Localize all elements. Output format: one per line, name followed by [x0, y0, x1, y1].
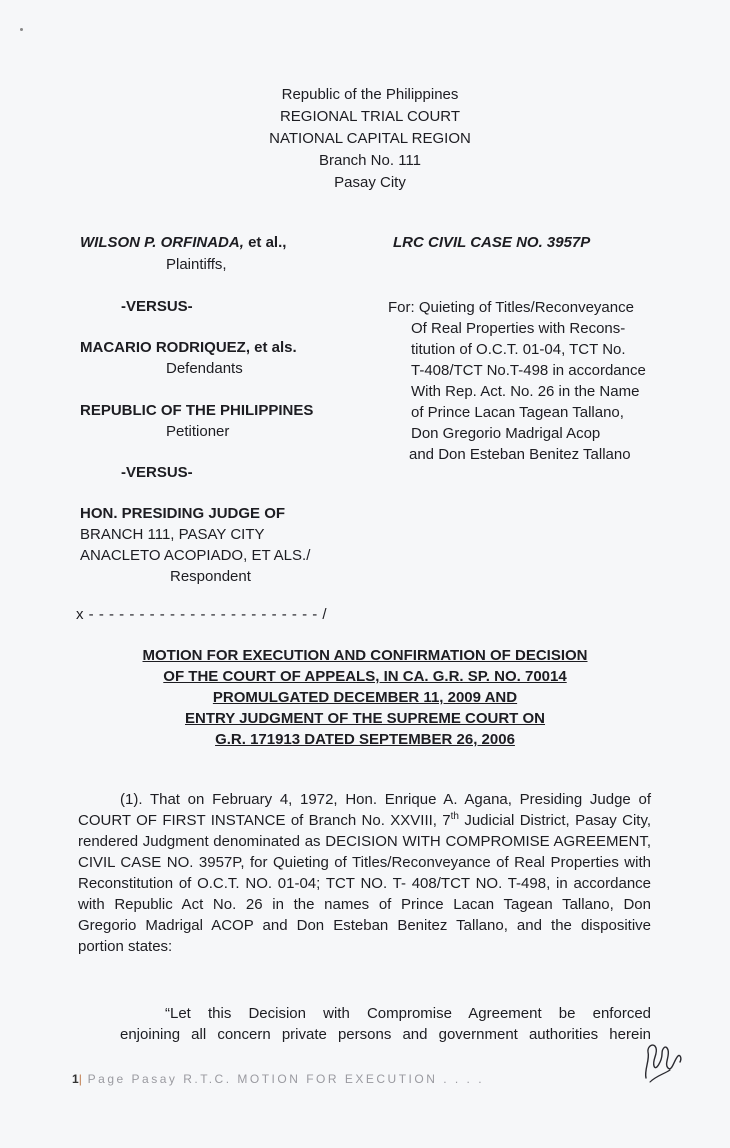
defendant-role: Defendants [166, 360, 243, 377]
motion-title [100, 645, 630, 750]
handwritten-initials [640, 1030, 684, 1086]
case-for-line-4: T-408/TCT No.T-498 in accordance [411, 362, 646, 379]
defendant-name: MACARIO RODRIQUEZ, et als. [80, 339, 297, 356]
respondent-role: Respondent [170, 568, 251, 585]
paragraph-line: portion states: [78, 938, 173, 955]
case-for-line-8: and Don Esteban Benitez Tallano [409, 446, 631, 463]
case-for-line-5: With Rep. Act. No. 26 in the Name [411, 383, 640, 400]
footer-separator: | [78, 1072, 82, 1086]
case-for-line-2: Of Real Properties with Recons- [411, 320, 626, 337]
motion-title-line-2: OF THE COURT OF APPEALS, IN CA. G.R. SP. NO. 70014 [163, 668, 567, 685]
respondent-line-2: BRANCH 111, PASAY CITY [80, 526, 265, 543]
paper-mark [20, 28, 23, 31]
quote-line: “Let this Decision with Compromise Agreement be enforced [165, 1005, 651, 1022]
paragraph-line: Gregorio Madrigal ACOP and Don Esteban Benitez Tallano, and the dispositive [78, 917, 651, 934]
motion-title-line-5: G.R. 171913 DATED SEPTEMBER 26, 2006 [215, 731, 515, 748]
versus-1: -VERSUS- [121, 298, 193, 315]
header-republic: Republic of the Philippines [281, 86, 459, 103]
header-court: REGIONAL TRIAL COURT [279, 108, 461, 125]
motion-title-line-1: MOTION FOR EXECUTION AND CONFIRMATION OF DECISION [142, 647, 588, 664]
page-footer [72, 1072, 484, 1086]
plaintiff-name: WILSON P. ORFINADA, [80, 234, 244, 251]
respondent-line-1: HON. PRESIDING JUDGE OF [80, 505, 286, 522]
paragraph-line: rendered Judgment denominated as DECISION WITH COMPROMISE AGREEMENT, [78, 833, 651, 850]
paragraph-line: CIVIL CASE NO. 3957P, for Quieting of Titles/Reconveyance of Real Properties with [78, 854, 651, 871]
quote-line: enjoining all concern private persons and government authorities herein [120, 1026, 651, 1043]
court-header [220, 84, 520, 194]
caption-separator: x - - - - - - - - - - - - - - - - - - - - - - - / [76, 606, 328, 623]
respondent-line-3: ANACLETO ACOPIADO, ET ALS./ [80, 547, 311, 564]
footer-text: Page Pasay R.T.C. MOTION FOR EXECUTION . . . . [87, 1072, 485, 1086]
header-city: Pasay City [334, 174, 406, 191]
case-for-line-1: For: Quieting of Titles/Reconveyance [388, 299, 634, 316]
paragraph-line: (1). That on February 4, 1972, Hon. Enrique A. Agana, Presiding Judge of [120, 791, 651, 808]
versus-2: -VERSUS- [121, 464, 193, 481]
petitioner-name: REPUBLIC OF THE PHILIPPINES [80, 402, 314, 419]
petitioner-role: Petitioner [166, 423, 230, 440]
case-for-line-6: of Prince Lacan Tagean Tallano, [411, 404, 624, 421]
header-branch: Branch No. 111 [318, 152, 421, 169]
page-number: 1 [72, 1072, 79, 1086]
motion-title-line-3: PROMULGATED DECEMBER 11, 2009 AND [212, 689, 518, 706]
plaintiff-role: Plaintiffs, [166, 256, 227, 273]
case-for-line-3: titution of O.C.T. 01-04, TCT No. [411, 341, 626, 358]
case-number: LRC CIVIL CASE NO. 3957P [393, 234, 591, 251]
paragraph-line: COURT OF FIRST INSTANCE of Branch No. XXVIII, 7th Judicial District, Pasay City, [78, 811, 651, 829]
paragraph-1 [78, 789, 651, 957]
motion-title-line-4: ENTRY JUDGMENT OF THE SUPREME COURT ON [184, 710, 546, 727]
paragraph-line: with Republic Act No. 26 in the names of Prince Lacan Tagean Tallano, Don [78, 896, 651, 913]
plaintiff-suffix: et al., [243, 234, 287, 251]
dispositive-quote [120, 1003, 651, 1045]
plaintiff-block [80, 232, 286, 253]
paragraph-line: Reconstitution of O.C.T. NO. 01-04; TCT NO. T- 408/TCT NO. T-498, in accordance [78, 875, 651, 892]
header-region: NATIONAL CAPITAL REGION [269, 130, 471, 147]
case-for-line-7: Don Gregorio Madrigal Acop [411, 425, 601, 442]
